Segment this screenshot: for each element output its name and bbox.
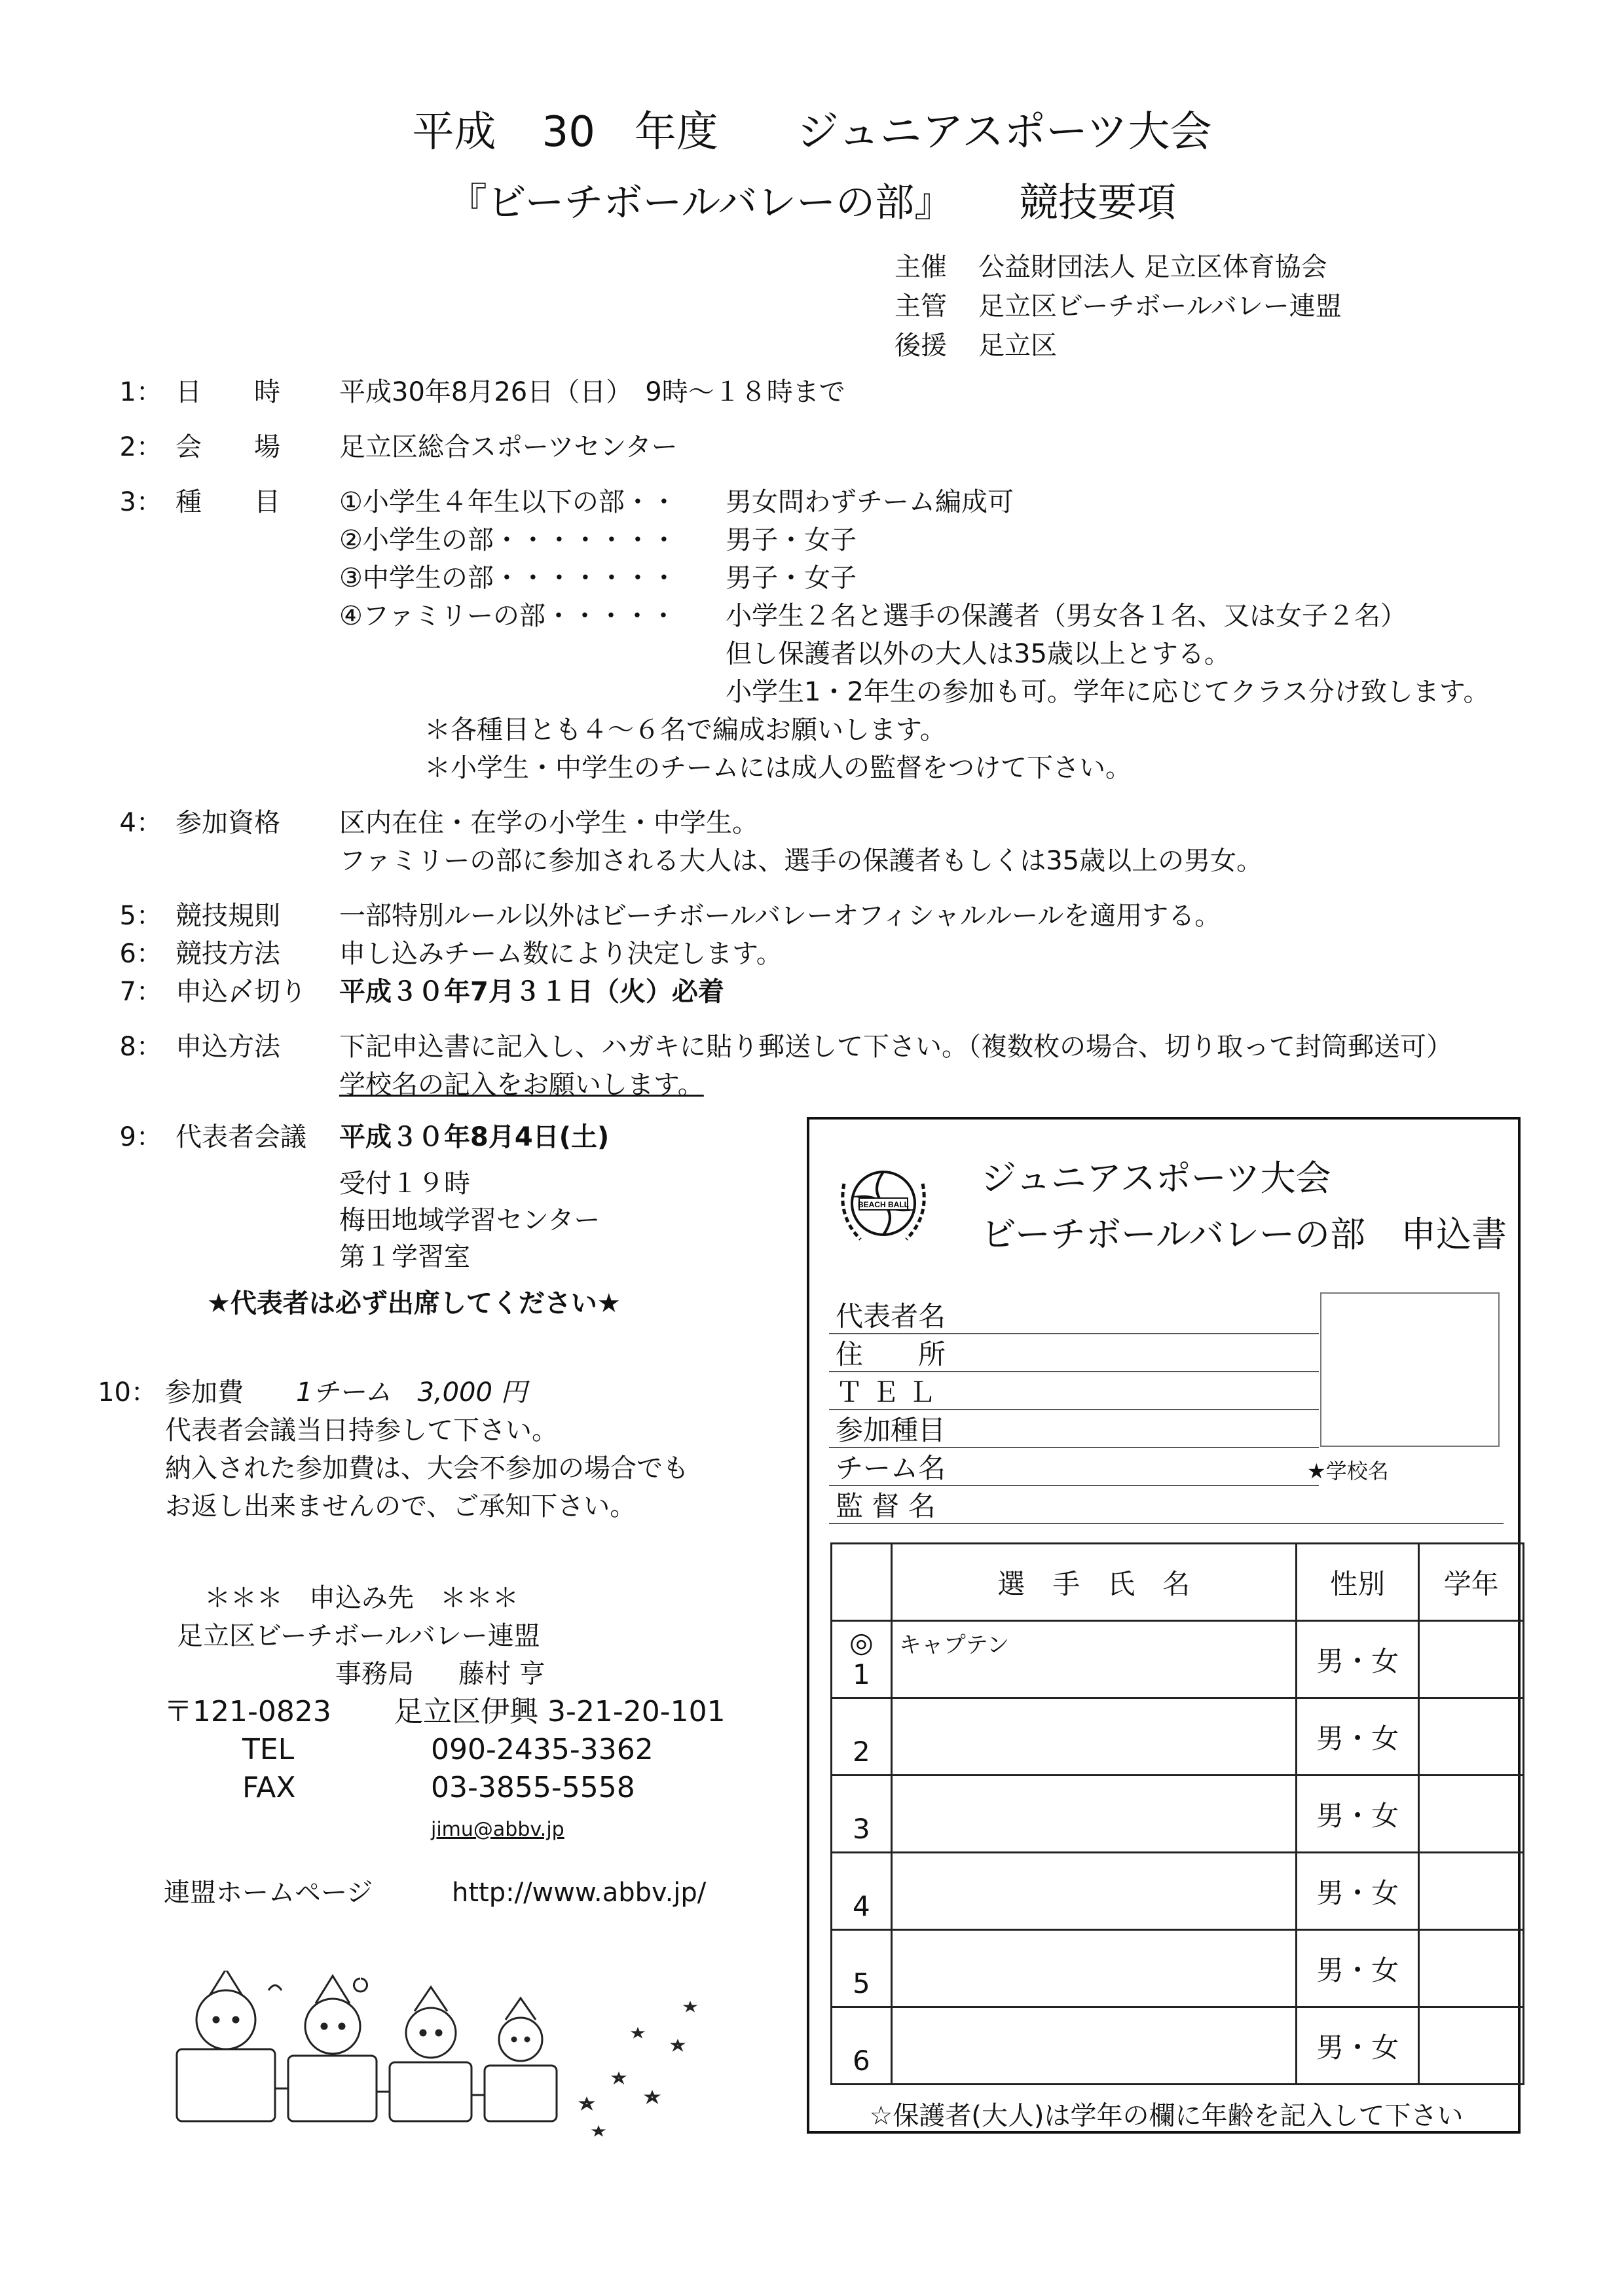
gender-cell[interactable]: 男・女 [1296,1698,1419,1776]
organizer-value: 公益財団法人 足立区体育協会 [978,252,1327,282]
item-eligibility: 4： 参加資格 区内在住・在学の小学生・中学生。 ファミリーの部に参加される大人は、選手の保護者もしくは35歳以上の男女。 [119,808,1263,876]
row-number: 6 [832,2007,892,2085]
grade-cell[interactable] [1419,1776,1524,1853]
grade-cell[interactable] [1419,1698,1524,1776]
row-number: 1 [853,1658,870,1690]
player-name-cell[interactable] [891,1776,1296,1853]
player-name-cell[interactable]: キャプテン [891,1621,1296,1698]
table-header-row [832,1544,1524,1621]
header-grade: 学年 [1419,1544,1524,1621]
document-title-line2 [0,172,1624,228]
gender-cell[interactable]: 男・女 [1296,1776,1419,1853]
field-tel: Ｔ Ｅ Ｌ [836,1376,936,1408]
table-row [832,1853,1524,1930]
school-name-label: ★学校名 [1307,1459,1389,1484]
captain-mark: ◎ [849,1626,874,1658]
grade-cell[interactable] [1419,1621,1524,1698]
item-meeting: 9： 代表者会議 平成３０年8月4日(土) 受付１９時 梅田地域学習センター 第１学習室 ★代表者は必ず出席してください★ [84,1118,621,1322]
form-title-1: ジュニアスポーツ大会 [981,1157,1331,1199]
document-title-line1 [0,98,1624,158]
field-event: 参加種目 [836,1414,946,1446]
title-era: 平成 [412,108,496,156]
organizer-label: 主催 [895,252,947,282]
player-name-cell[interactable] [891,2007,1296,2085]
organizer-row [895,247,1342,287]
gender-cell[interactable]: 男・女 [1296,1930,1419,2007]
item-date: 1： 日 時 平成30年8月26日（日） 9時～１８時まで [119,377,845,407]
gender-cell[interactable]: 男・女 [1296,1621,1419,1698]
row-number: 4 [832,1853,892,1930]
item-rules: 5： 競技規則 一部特別ルール以外はビーチボールバレーオフィシャルルールを適用する。 [119,901,1221,931]
contact-email[interactable]: jimu@abbv.jp [431,1818,564,1841]
field-coach-name: 監 督 名 [836,1490,936,1522]
table-row [832,2007,1524,2085]
contact-org: 足立区ビーチボールバレー連盟 [177,1621,540,1651]
row-number: 5 [832,1930,892,2007]
row-number: 2 [832,1698,892,1776]
organizer-value: 足立区 [978,331,1057,361]
guidelines-list [84,373,1490,1104]
events-note: ＊各種目とも４～６名で編成お願いします。 [424,715,946,745]
field-team-name: チーム名 [836,1452,946,1484]
item-fee: 10： 参加費 1チーム 3,000 円 代表者会議当日持参して下さい。 納入された参加費は、大会不参加の場合でも お返し出来ませんので、ご承知下さい。 [98,1377,689,1522]
animal-train-illustration [164,1971,727,2141]
organizers-block [895,247,1342,365]
grade-cell[interactable] [1419,2007,1524,2085]
field-address: 住 所 [836,1338,946,1370]
contact-block: ＊＊＊ 申込み先 ＊＊＊ 足立区ビーチボールバレー連盟 事務局 藤村 亨 〒121-0823 足立区伊興 3-21-20-101 TEL 090-2435-3362 FAX 03-3855-5558 jimu@abbv.jp 連盟ホームページ http://www.abbv.jp/ [164,1579,726,1912]
homepage-link[interactable]: http://www.abbv.jp/ [452,1878,707,1908]
item-deadline: 7： 申込〆切り 平成３０年7月３１日（火）必着 [119,977,724,1007]
events-note: ＊小学生・中学生のチームには成人の監督をつけて下さい。 [424,753,1132,783]
gender-cell[interactable]: 男・女 [1296,1853,1419,1930]
player-name-cell[interactable] [891,1930,1296,2007]
header-gender: 性別 [1296,1544,1419,1621]
coach-name-input[interactable] [829,1523,1504,1524]
header-player-name: 選 手 氏 名 [891,1544,1296,1621]
organizer-label: 後援 [895,331,947,361]
organizer-row [895,326,1342,365]
table-row [832,1621,1524,1698]
item-venue: 2： 会 場 足立区総合スポーツセンター [119,432,678,462]
members-table [830,1542,1524,2085]
grade-cell[interactable] [1419,1930,1524,2007]
form-title-2: ビーチボールバレーの部 申込書 [981,1214,1507,1255]
form-footer-note: ☆保護者(大人)は学年の欄に年齢を記入して下さい [869,2101,1464,2131]
player-name-cell[interactable] [891,1853,1296,1930]
organizer-label: 主管 [895,291,947,321]
item-events: 3： 種 目 ①小学生４年生以下の部・・ 男女問わずチーム編成可 ②小学生の部・・・・・・・ 男子・女子 ③中学生の部・・・・・・・ 男子・女子 ④ファミリーの部・・・・・ 小学生２名と選手の保護者（男女各１名、又は女子２名） 但し保護者以外の大人は35歳以上とする。 小学生1・2年生の参加も可。学年に応じてクラス分け致します。 ＊各種目とも４～６名で編成お願いします。 ＊小学生・中学生のチームには成人の監督をつけて下さい。 [84,483,1490,787]
title-guidelines: 競技要項 [1019,180,1177,226]
title-year: 30 [542,108,595,156]
table-row [832,1930,1524,2007]
grade-cell[interactable] [1419,1853,1524,1930]
gender-cell[interactable]: 男・女 [1296,2007,1419,2085]
beach-ball-logo-icon [834,1157,932,1256]
title-division: 『ビーチボールバレーの部』 [447,180,954,226]
logo-text: BEACH BALL [858,1200,909,1209]
title-event: ジュニアスポーツ大会 [796,108,1212,156]
school-stamp-box[interactable] [1320,1292,1500,1447]
field-representative-name: 代表者名 [836,1300,946,1332]
item-method: 6： 競技方法 申し込みチーム数により決定します。 [119,939,783,969]
row-number: 3 [832,1776,892,1853]
organizer-row [895,287,1342,326]
meeting-notice: ★代表者は必ず出席してください★ [207,1288,621,1319]
title-fiscal: 年度 [634,108,718,156]
application-form [807,1117,1521,2134]
player-name-cell[interactable] [891,1698,1296,1776]
table-row [832,1776,1524,1853]
table-row [832,1698,1524,1776]
contact-heading: ＊＊＊ 申込み先 ＊＊＊ [204,1583,519,1613]
item-apply: 8： 申込方法 下記申込書に記入し、ハガキに貼り郵送して下さい。（複数枚の場合、切り取って封筒郵送可） 学校名の記入をお願いします。 [119,1032,1452,1100]
organizer-value: 足立区ビーチボールバレー連盟 [978,291,1342,321]
